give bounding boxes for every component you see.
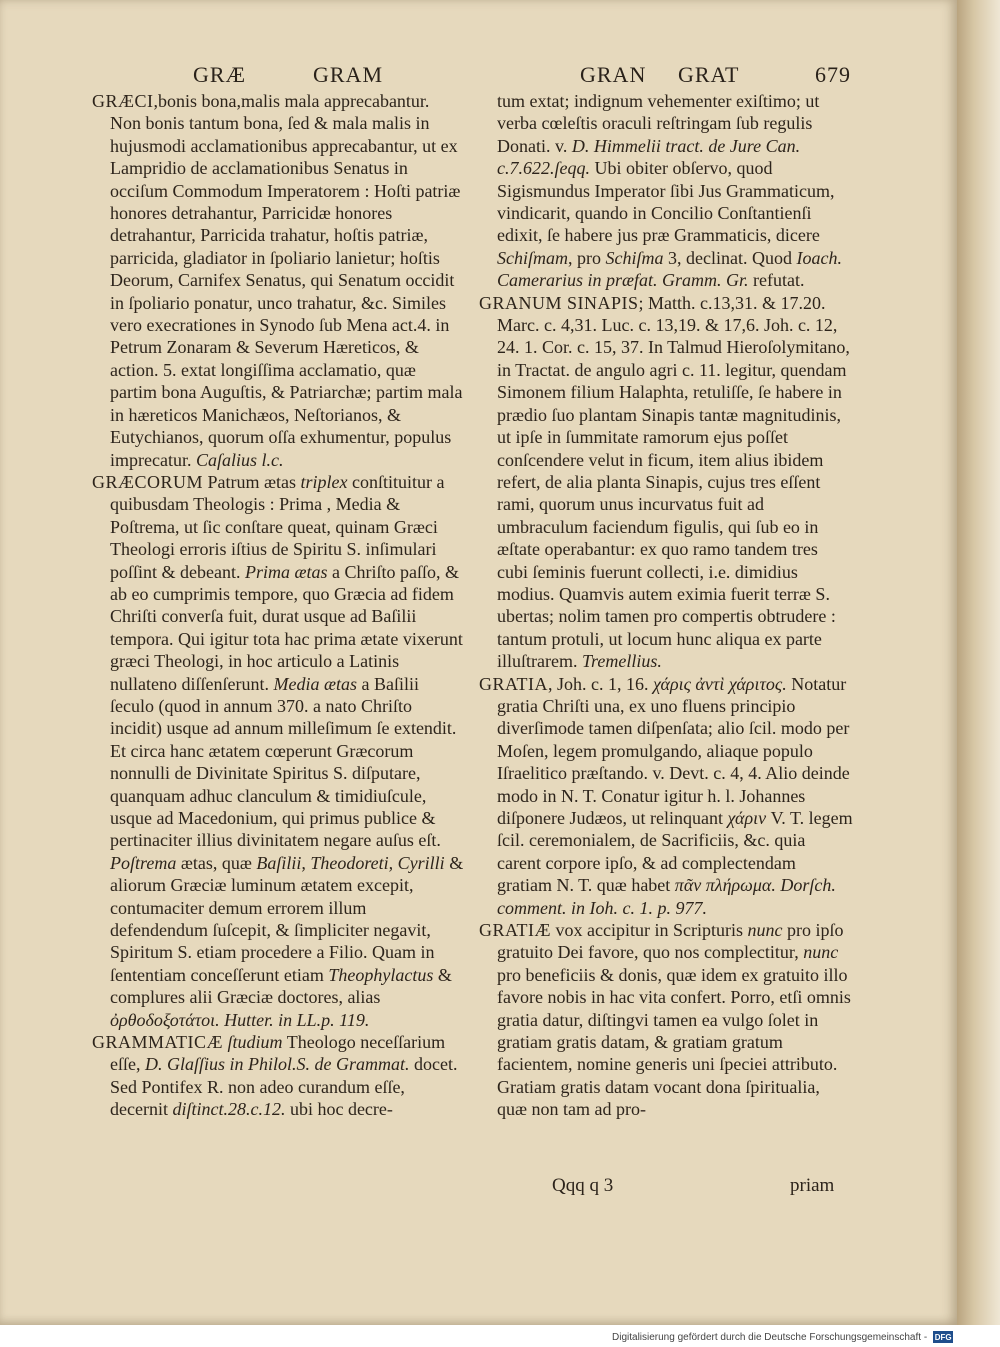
page-number: 679 <box>815 62 851 87</box>
entry-text: Ubi obiter obſervo, quod Sigismundus Imperator ſibi Jus Grammaticum, vindicarit, quando in Concilio Conſtantienſi edixit, ſe habere jus præ Grammaticis, dicere <box>497 158 835 246</box>
greek-text: χάριν <box>727 808 767 828</box>
lemma: GRAMMATICÆ <box>92 1032 224 1053</box>
italic-text: Prima ætas <box>244 561 328 582</box>
entry-text: Theologo neceſſarium eſſe, <box>110 1032 446 1075</box>
dfg-logo-icon: DFG <box>934 1332 952 1342</box>
running-head-right-1: GRAN <box>580 62 647 87</box>
entry-text: ubi hoc decre- <box>285 1099 393 1120</box>
lemma: GRÆCORUM <box>92 471 204 492</box>
right-column <box>479 90 853 1121</box>
entry-text: 3, declinat. Quod <box>663 247 797 268</box>
citation: Hutter. in LL.p. 119. <box>219 1009 370 1030</box>
italic-text: Theophylactus <box>328 964 434 985</box>
lemma: GRÆCI <box>92 91 154 111</box>
entry-text: vox accipitur in Scripturis <box>551 920 748 941</box>
running-head-right-2: GRAT <box>678 62 740 87</box>
lemma: GRATIÆ <box>479 920 552 941</box>
entry-text: & aliorum Græciæ luminum ætatem excepit, contumaciter demum errorem illum defendendum ſuſcepit, & ſimpliciter negavit, Spiritum S. etiam procedere a Filio. Quam in ſententiam conceſſerunt etiam <box>110 852 464 985</box>
entry-text: refutat. <box>748 270 805 291</box>
running-head-left-1: GRÆ <box>193 62 247 87</box>
page-edge <box>957 0 1000 1325</box>
entry-text: , pro <box>568 247 606 268</box>
entry-grammaticae <box>92 1031 464 1121</box>
entry-text: V. T. legem ſcil. ceremonialem, de Sacrificiis, &c. quia carent corpore ipſo, & ad complectendam gratiam N. T. quæ habet <box>497 808 853 896</box>
citation: Ioach. Camerarius in præfat. Gramm. Gr. <box>497 247 842 291</box>
entry-text: ; Matth. c.13,31. & 17.20. Marc. c. 4,31. Luc. c. 13,19. & 17,6. Joh. c. 12, 24. 1. Cor. c. 15, 37. In Talmud Hieroſolymitano, in Tractat. de angulo agri c. 11. legitur, quendam Simonem filium Halaphta, retuliſſe, ſe habere in prædio ſuo plantam Sinapis tantæ magnitudinis, ut ipſe in ſummitate ramorum ejus poſſet conſcendere velut in ficum, item alius ibidem refert, de alia planta Sinapis, cujus tres eſſent rami, quorum unus incurvatus fuit ad umbraculum faciendum figulis, qui ſub eo in æſtate operabantur: ex quo ramo tandem tres cubi ſeminis fuerunt collecti, i.e. dimidius modius. Quamvis autem eximia fuerit terræ S. ubertas; nolim tamen pro compertis obtrudere : tantum protuli, ut locum hunc aliqua ex parte illuſtrarem. <box>497 292 850 672</box>
entry-text: & complures alii Græciæ doctores, alias <box>110 964 452 1008</box>
citation: D. Glaſſius in Philol.S. de Grammat. <box>144 1054 410 1075</box>
entry-text: Patrum ætas <box>203 471 301 492</box>
entry-text: pro ipſo gratuito Dei favore, quo nos complectitur, <box>497 920 844 963</box>
greek-text: χάρις ἀντὶ χάριτος. <box>653 673 787 694</box>
italic-text: Schiſma <box>605 247 664 268</box>
citation: D. Himmelii tract. de Jure Can. c.7.622.ſeqq. <box>497 135 801 179</box>
left-column <box>92 90 464 1121</box>
italic-text: Poſtrema <box>110 852 177 873</box>
entry-text: ætas, quæ <box>176 852 257 873</box>
catchword: priam <box>790 1175 835 1196</box>
entry-gratia <box>479 673 853 919</box>
entry-text: conſtituitur a quibusdam Theologis : Prima , Media & Poſtrema, ut ſic conſtare queat, quinam Græci Theologi erroris iſtius de Spiritu S. inſimulari poſſint & debeant. <box>110 471 445 582</box>
entry-text: ,bonis bona,malis mala apprecabantur. Non bonis tantum bona, ſed & mala malis in hujusmodi acclamationibus apprecabantur, ut ex Lampridio de acclamationibus Senatus in occiſum Commodum Imperatorem : Hoſti patriæ honores detrahantur, Parricidæ honores detrahantur, Parricida trahatur, hoſtis patriæ, parricida, gladiator in ſpoliario lanietur; hoſtis Deorum, Carnifex Senatus, qui Senatum occidit in ſpoliario ponatur, unco trahatur, &c. Similes vero execrationes in Synodo ſub Mena act.4. in Petrum Zonaram & Severum Hæreticos, & action. 5. extat longiſſima acclamatio, quæ partim bona Auguſtis, & Patriarchæ; partim mala in hæreticos Manichæos, Neſtorianos, & Eutychianos, quorum oſſa exhumentur, populus imprecatur. <box>110 91 463 470</box>
italic-text: nunc <box>803 942 839 963</box>
italic-text: Schiſmam <box>497 247 568 268</box>
lemma: GRATIA <box>479 673 548 694</box>
citation: Dorſch. comment. in Ioh. c. 1. p. 977. <box>497 875 836 918</box>
entry-text: docet. Sed Pontifex R. non adeo curandum eſſe, decernit <box>110 1054 458 1120</box>
italic-text: Baſilii, Theodoreti, Cyrilli <box>256 852 445 873</box>
citation: Tremellius. <box>581 651 662 672</box>
running-head-left-2: GRAM <box>313 62 384 87</box>
entry-text: a Chriſto paſſo, & ab eo cumprimis tempore, quo Græcia ad fidem Chriſti converſa fuit, durat usque ad Baſilii tempora. Qui igitur tota hac prima ætate vixerunt græci Theologi, in hoc articulo a Latinis nullateno diſſenſerunt. <box>110 561 463 694</box>
citation: Caſalius l.c. <box>195 449 284 470</box>
greek-text: ὀρθοδοξοτάτοι. <box>110 1009 220 1030</box>
italic-text: triplex <box>300 471 348 492</box>
entry-graeci <box>92 90 464 471</box>
italic-text: Media ætas <box>273 673 357 694</box>
entry-continuation <box>479 90 853 292</box>
entry-text: a Baſilii ſeculo (quod in annum 370. a nato Chriſto incidit) usque ad annum milleſimum ſe extendit. Et circa hanc ætatem cœperunt Græcorum nonnulli de Divinitate Spiritus S. diſputare, quanquam adhuc clanculum & timidiuſcule, usque ad Macedonium, qui primus publice & pertinaciter illius divinitatem negare auſus eſt. <box>110 673 457 851</box>
entry-graecorum <box>92 471 464 1031</box>
entry-granum-sinapis <box>479 292 853 673</box>
signature-mark: Qqq q 3 <box>552 1175 614 1196</box>
entry-gratiae <box>479 919 853 1121</box>
digitization-footer <box>612 1329 953 1345</box>
entry-text: tum extat; indignum vehementer exiſtimo; ut verba cœleſtis oraculi reſtringam ſub regulis Donati. v. <box>497 91 820 156</box>
italic-text: nunc <box>747 920 783 941</box>
italic-text: ſtudium <box>223 1032 283 1053</box>
citation: diſtinct.28.c.12. <box>172 1099 286 1120</box>
entry-text: Notatur gratia Chriſti una, ex uno fluens principio diverſimode tamen diſpenſata; alio ſcil. modo per Moſen, legem promulgando, aliaque populo Iſraelitico præſtando. v. Devt. c. 4, 4. Alio deinde modo in N. T. Conatur igitur h. l. Johannes diſponere Judæos, ut relinquant <box>497 673 850 828</box>
lemma: GRANUM SINAPIS <box>479 292 639 313</box>
greek-text: πᾶν πλήρωμα. <box>674 875 776 896</box>
footer-text: Digitalisierung gefördert durch die Deutsche Forschungsgemeinschaft - <box>612 1331 928 1343</box>
entry-text: pro beneficiis & donis, quæ idem ex gratuito illo favore nobis in hac vita confert. Porro, etſi omnis gratia datur, diſtingvi tamen ea vulgo ſolet in gratiam gratis datam, & gratiam gratum facientem, nomine generis uni ſpeciei attributo. Gratiam gratis datam vocant dona ſpiritualia, quæ non tam ad pro- <box>497 964 851 1120</box>
entry-text: , Joh. c. 1, 16. <box>548 673 653 694</box>
